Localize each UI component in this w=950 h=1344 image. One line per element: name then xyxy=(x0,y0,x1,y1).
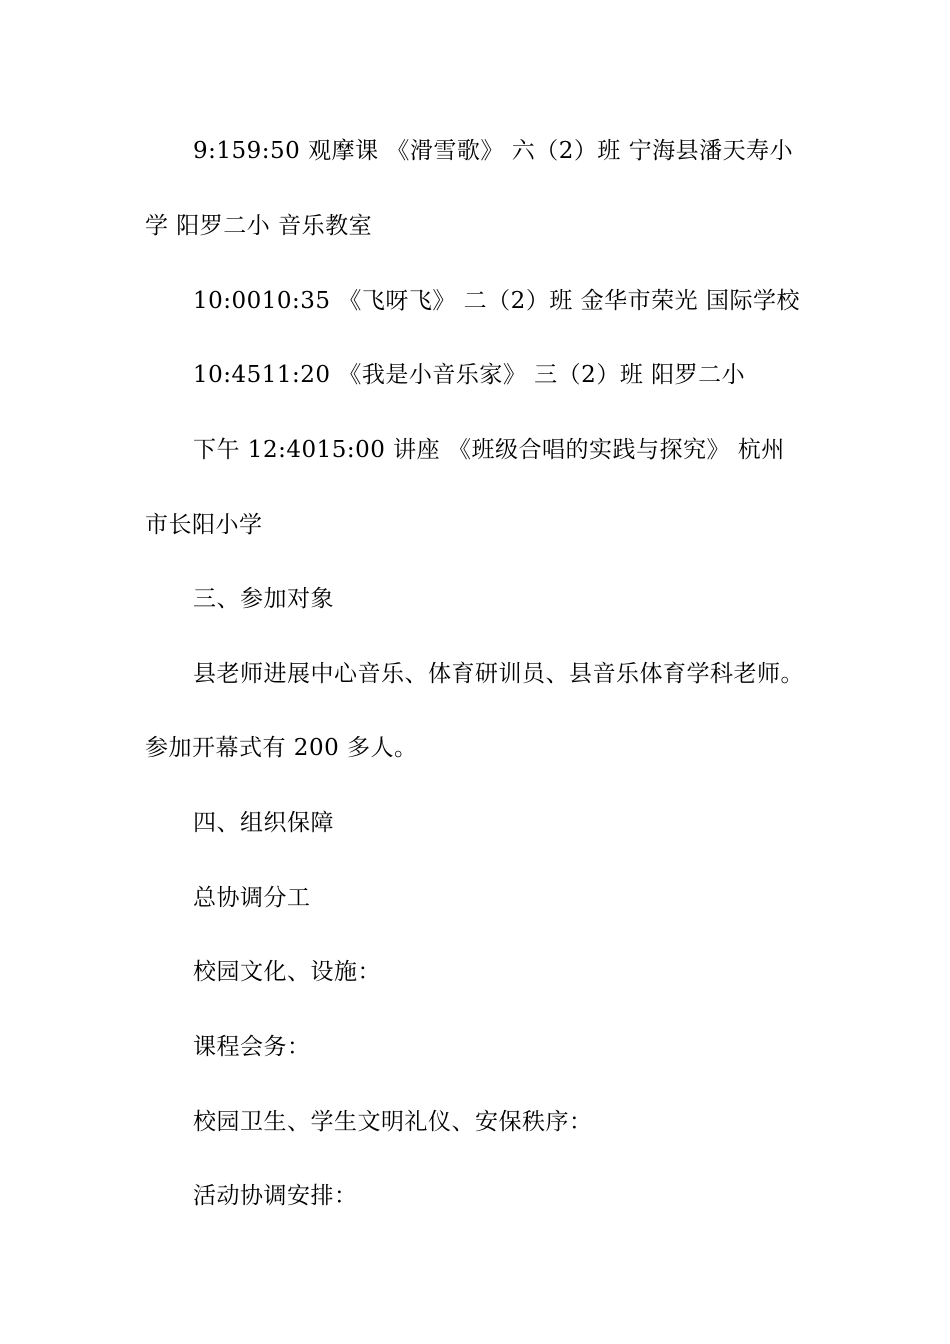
schedule-line-1: 9:159:50 观摩课 《滑雪歌》 六（2）班 宁海县潘天寿小 xyxy=(193,138,794,164)
schedule-line-3: 10:4511:20 《我是小音乐家》 三（2）班 阳罗二小 xyxy=(193,362,746,388)
participants-paragraph: 县老师进展中心音乐、体育研训员、县音乐体育学科老师。 xyxy=(193,661,804,687)
schedule-line-4-continued: 市长阳小学 xyxy=(145,512,263,538)
schedule-line-1-continued: 学 阳罗二小 音乐教室 xyxy=(145,213,373,239)
section-heading-organization: 四、组织保障 xyxy=(193,810,334,836)
organization-item-coordination: 总协调分工 xyxy=(193,885,311,911)
participants-paragraph-continued: 参加开幕式有 200 多人。 xyxy=(145,735,418,761)
organization-item-campus-culture: 校园文化、设施： xyxy=(193,959,381,985)
organization-item-course-affairs: 课程会务： xyxy=(193,1034,311,1060)
organization-item-hygiene-security: 校园卫生、学生文明礼仪、安保秩序： xyxy=(193,1109,593,1135)
schedule-line-2: 10:0010:35 《飞呀飞》 二（2）班 金华市荣光 国际学校 xyxy=(193,288,800,314)
schedule-line-4: 下午 12:4015:00 讲座 《班级合唱的实践与探究》 杭州 xyxy=(193,437,785,463)
section-heading-participants: 三、参加对象 xyxy=(193,586,334,612)
organization-item-activity-arrangement: 活动协调安排： xyxy=(193,1183,358,1209)
